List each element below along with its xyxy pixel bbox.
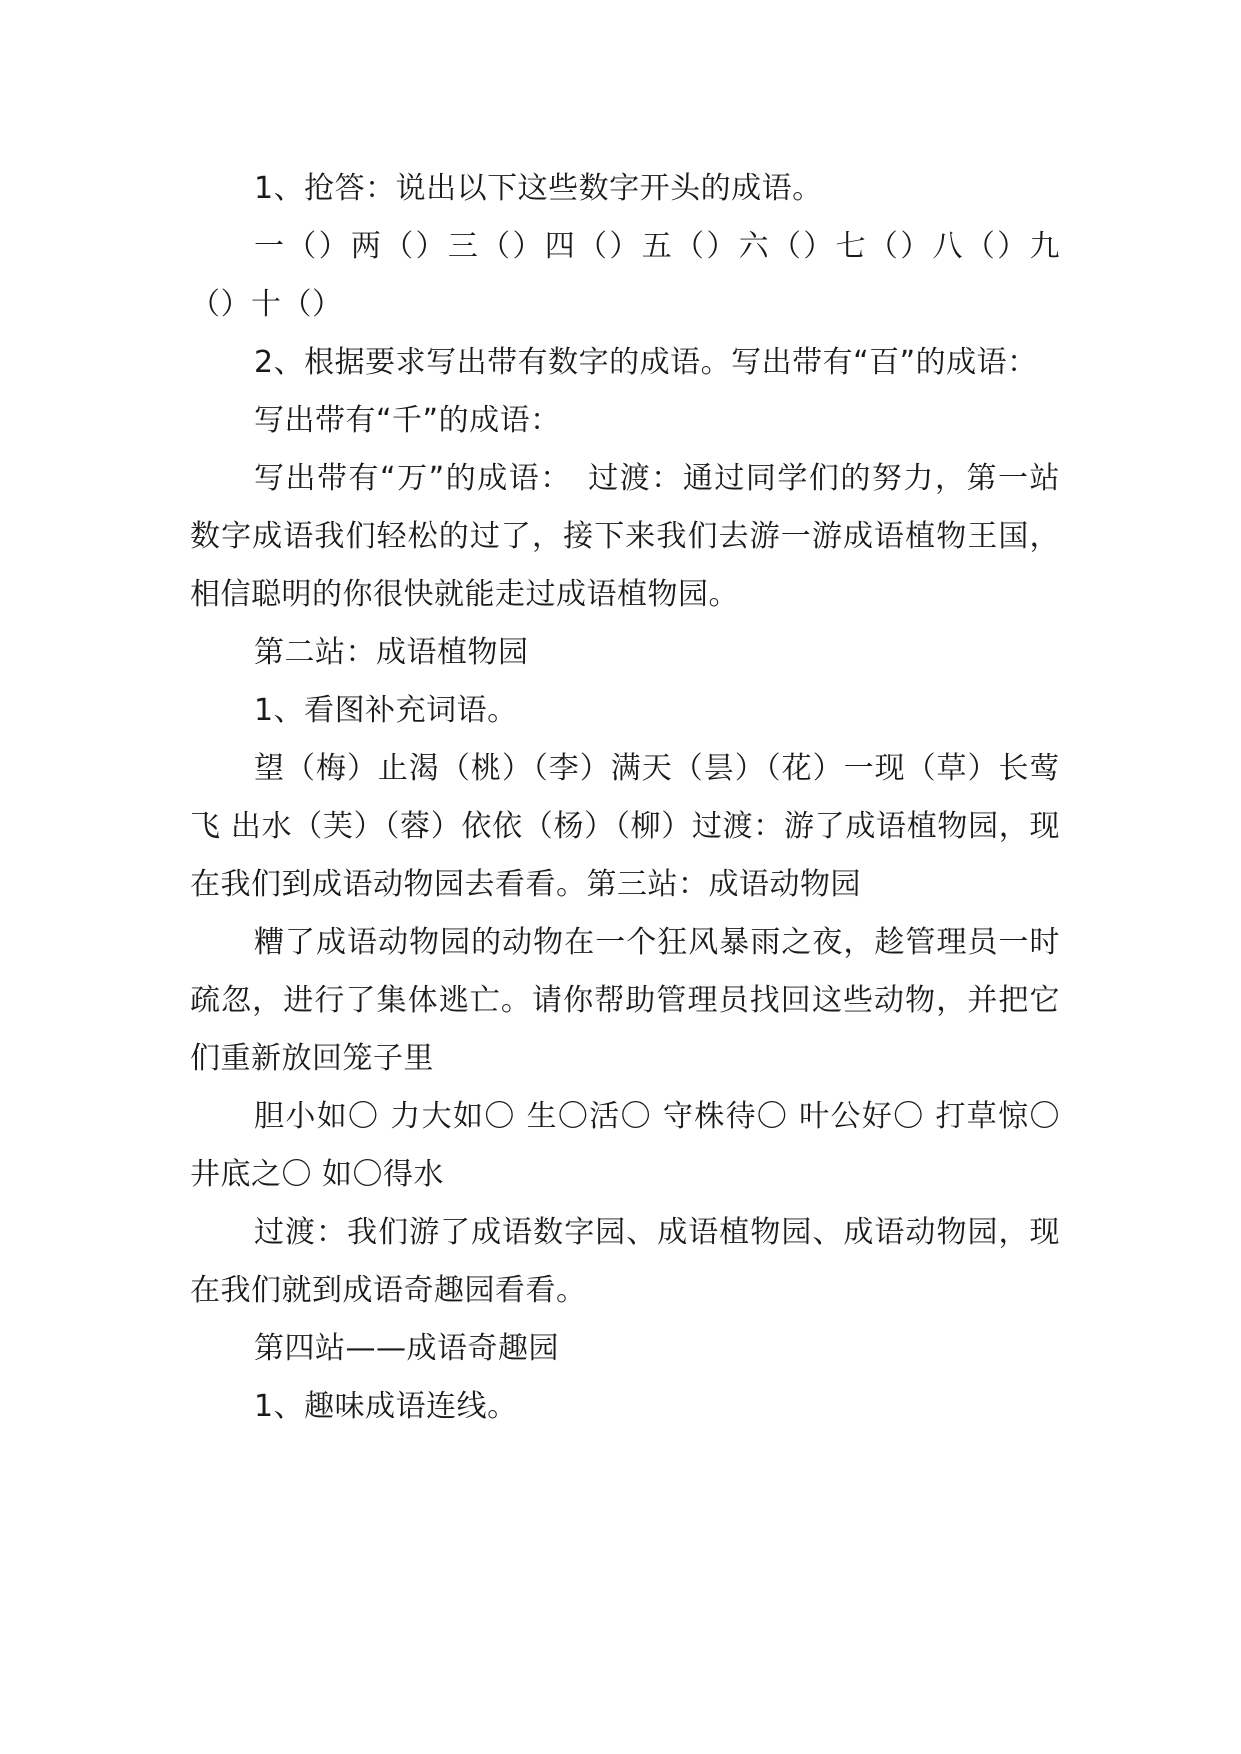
heading-station-four: 第四站——成语奇趣园 [254,1331,559,1366]
document-body [190,160,1071,1436]
paragraph-ten-thousand-transition: 写出带有“万”的成语： 过渡：通过同学们的努力，第一站数字成语我们轻松的过了，接下来我们去游一游成语植物王国，相信聪明的你很快就能走过成语植物园。 [190,461,1060,612]
paragraph-transition-four: 过渡：我们游了成语数字园、成语植物园、成语动物园，现在我们就到成语奇趣园看看。 [190,1215,1060,1308]
paragraph-matching: 1、趣味成语连线。 [254,1389,518,1424]
paragraph-quick-answer: 1、抢答：说出以下这些数字开头的成语。 [254,171,823,206]
heading-station-two: 第二站：成语植物园 [254,635,529,670]
paragraph-picture-fill: 1、看图补充词语。 [254,693,518,728]
paragraph-number-blanks: 一（）两（）三（）四（）五（）六（）七（）八（）九（）十（） [190,229,1060,322]
paragraph-hundred-idioms: 2、根据要求写出带有数字的成语。写出带有“百”的成语： [254,345,1038,380]
paragraph-zoo-story: 糟了成语动物园的动物在一个狂风暴雨之夜，趁管理员一时疏忽，进行了集体逃亡。请你帮助管理员找回这些动物，并把它们重新放回笼子里 [190,925,1060,1076]
paragraph-thousand-idioms: 写出带有“千”的成语： [254,403,561,438]
paragraph-animal-blanks: 胆小如〇 力大如〇 生〇活〇 守株待〇 叶公好〇 打草惊〇 井底之〇 如〇得水 [190,1099,1071,1192]
paragraph-plant-idioms: 望（梅）止渴（桃）（李）满天（昙）（花）一现（草）长莺飞 出水（芙）（蓉）依依（杨）（柳）过渡：游了成语植物园，现在我们到成语动物园去看看。第三站：成语动物园 [190,751,1060,902]
